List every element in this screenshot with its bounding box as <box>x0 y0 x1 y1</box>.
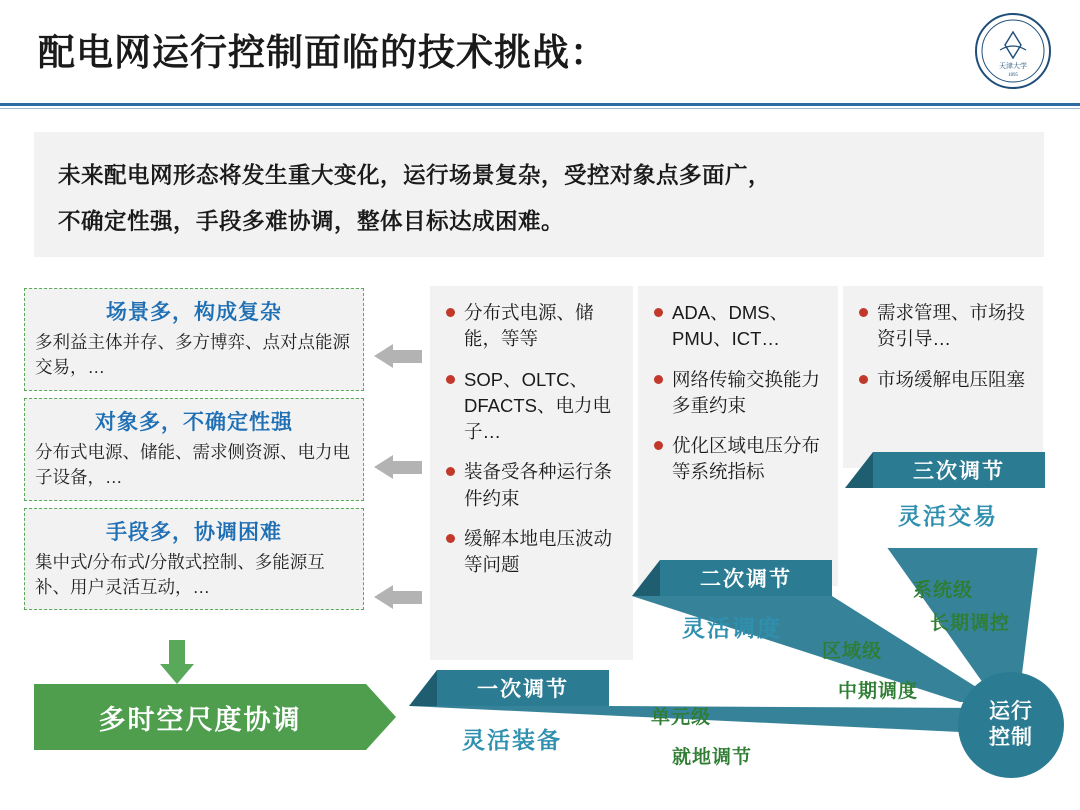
challenge-list <box>24 288 364 617</box>
header-divider <box>0 103 1080 106</box>
svg-text:天津大学: 天津大学 <box>999 62 1027 70</box>
panel-bullet: SOP、OLTC、DFACTS、电力电子… <box>440 367 623 446</box>
tier-1-label: 一次调节 <box>477 678 569 701</box>
level-label-mid-term: 中期调度 <box>838 681 919 702</box>
challenge-body: 分布式电源、储能、需求侧资源、电力电子设备，… <box>35 441 350 488</box>
summary-line-1: 未来配电网形态将发生重大变化，运行场景复杂，受控对象点多面广， <box>58 163 772 188</box>
tier-3-fold-icon <box>845 452 873 488</box>
level-label-system: 系统级 <box>913 580 974 601</box>
challenge-title: 场景多，构成复杂 <box>106 301 282 324</box>
tier-1-subtitle: 灵活装备 <box>462 727 562 753</box>
tier-2-subtitle: 灵活调度 <box>682 615 782 641</box>
header-divider-secondary <box>0 108 1080 109</box>
operation-control-circle <box>958 672 1064 778</box>
level-label-regional: 区域级 <box>822 641 883 662</box>
tier-2-banner <box>660 560 832 596</box>
panel-bullet: 缓解本地电压波动等问题 <box>440 526 623 579</box>
tier-3-label: 三次调节 <box>913 460 1005 483</box>
panel-bullet: 分布式电源、储能，等等 <box>440 300 623 353</box>
panel-bullet: 装备受各种运行条件约束 <box>440 459 623 512</box>
circle-line-2: 控制 <box>989 726 1033 749</box>
panel-bullet: 需求管理、市场投资引导… <box>853 300 1033 353</box>
summary-line-2: 不确定性强，手段多难协调，整体目标达成困难。 <box>58 209 565 234</box>
tier-2-label: 二次调节 <box>700 568 792 591</box>
level-label-long-term: 长期调控 <box>930 613 1011 634</box>
panel-bullet: 优化区域电压分布等系统指标 <box>648 433 828 486</box>
page-title: 配电网运行控制面临的技术挑战： <box>38 32 608 73</box>
gray-arrow-icon-1 <box>374 344 422 368</box>
green-banner-arrow-icon <box>366 684 396 750</box>
tier-3-subtitle: 灵活交易 <box>898 503 998 529</box>
summary-banner <box>34 132 1044 257</box>
university-logo-icon <box>974 12 1052 90</box>
challenge-title: 对象多，不确定性强 <box>95 410 293 434</box>
down-arrow-icon <box>160 640 194 684</box>
tier-1-banner <box>437 670 609 706</box>
panel-bullet: 网络传输交换能力多重约束 <box>648 367 828 420</box>
tier-3-banner <box>873 452 1045 488</box>
level-label-local: 就地调节 <box>672 747 753 768</box>
tier-1-fold-icon <box>409 670 437 706</box>
panel-bullet: 市场缓解电压阻塞 <box>853 367 1033 393</box>
challenge-body: 集中式/分布式/分散式控制、多能源互补、用户灵活互动，… <box>35 551 325 597</box>
panel-bullet: ADA、DMS、PMU、ICT… <box>648 300 828 353</box>
circle-line-1: 运行 <box>989 699 1033 723</box>
tier-2-fold-icon <box>632 560 660 596</box>
challenge-title: 手段多，协调困难 <box>106 520 282 544</box>
challenge-box-2 <box>24 398 364 501</box>
challenge-box-1 <box>24 288 364 391</box>
multi-scale-coordination-label: 多时空尺度协调 <box>98 704 302 735</box>
multi-scale-coordination-banner <box>34 684 366 750</box>
level-label-unit: 单元级 <box>651 707 712 728</box>
challenge-body: 多利益主体并存、多方博弈、点对点能源交易，… <box>35 332 350 378</box>
svg-text:1895: 1895 <box>1008 73 1018 78</box>
challenge-box-3 <box>24 508 364 611</box>
